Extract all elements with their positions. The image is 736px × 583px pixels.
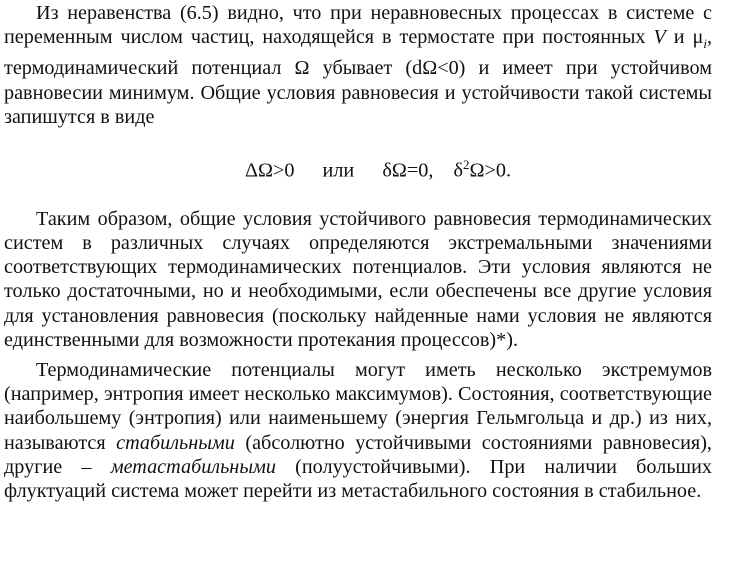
symbol-mu-subscript: i: [703, 36, 707, 52]
symbol-volume: V: [653, 26, 666, 49]
formula-right-post: Ω>0.: [469, 159, 512, 182]
text-segment: Термодинамические потенциалы могут иметь несколько экстремумов (например, энтропия имеет несколько максимумов). Состояния, соответствующие наибольшему (энтропия) или наименьшему (энергия Гельмгольца и др.) из них, называются: [4, 359, 712, 454]
paragraph-extrema: [4, 358, 712, 503]
paragraph-equilibrium-conditions: [4, 1, 712, 129]
formula-right-pre: δ: [453, 159, 463, 182]
term-stable: стабильными: [116, 431, 235, 454]
symbol-mu: μ: [692, 26, 704, 49]
term-metastable: метастабильными: [110, 455, 276, 478]
formula-left: ΔΩ>0: [244, 159, 295, 182]
text-segment: и: [665, 26, 693, 49]
formula-stability-conditions: [4, 153, 712, 183]
formula-right-sup: 2: [462, 157, 470, 173]
formula-mid: δΩ=0,: [382, 159, 434, 182]
page: [4, 0, 712, 503]
formula-connector: или: [322, 159, 355, 182]
paragraph-thermodynamic-potentials: Таким образом, общие условия устойчивого равновесия термодинамических систем в различных случаях определяются экстремальными значениями соответствующих термодинамических потенциалов. Эти условия являются не только достаточными, но и необходимыми, если обеспечены все другие условия для установления равновесия (поскольку найденные нами условия не являются единственными для возможности протекания процессов)*).: [4, 207, 712, 351]
text-segment: (полуустойчивыми). При наличии больших флуктуаций система может перейти из метастабильного состояния в стабильное.: [4, 455, 712, 503]
text-segment: Из неравенства (6.5) видно, что при неравновесных процессах в системе с переменным числом частиц, находящейся в термостате при постоянных: [4, 2, 712, 49]
text-segment: , термодинамический потенциал Ω убывает (dΩ<0) и имеет при устойчивом равновесии минимум. Общие условия равновесия и устойчивости такой системы запишутся в виде: [4, 26, 712, 128]
text-segment: (абсолютно устойчивыми состояниями равновесия), другие –: [4, 431, 712, 478]
